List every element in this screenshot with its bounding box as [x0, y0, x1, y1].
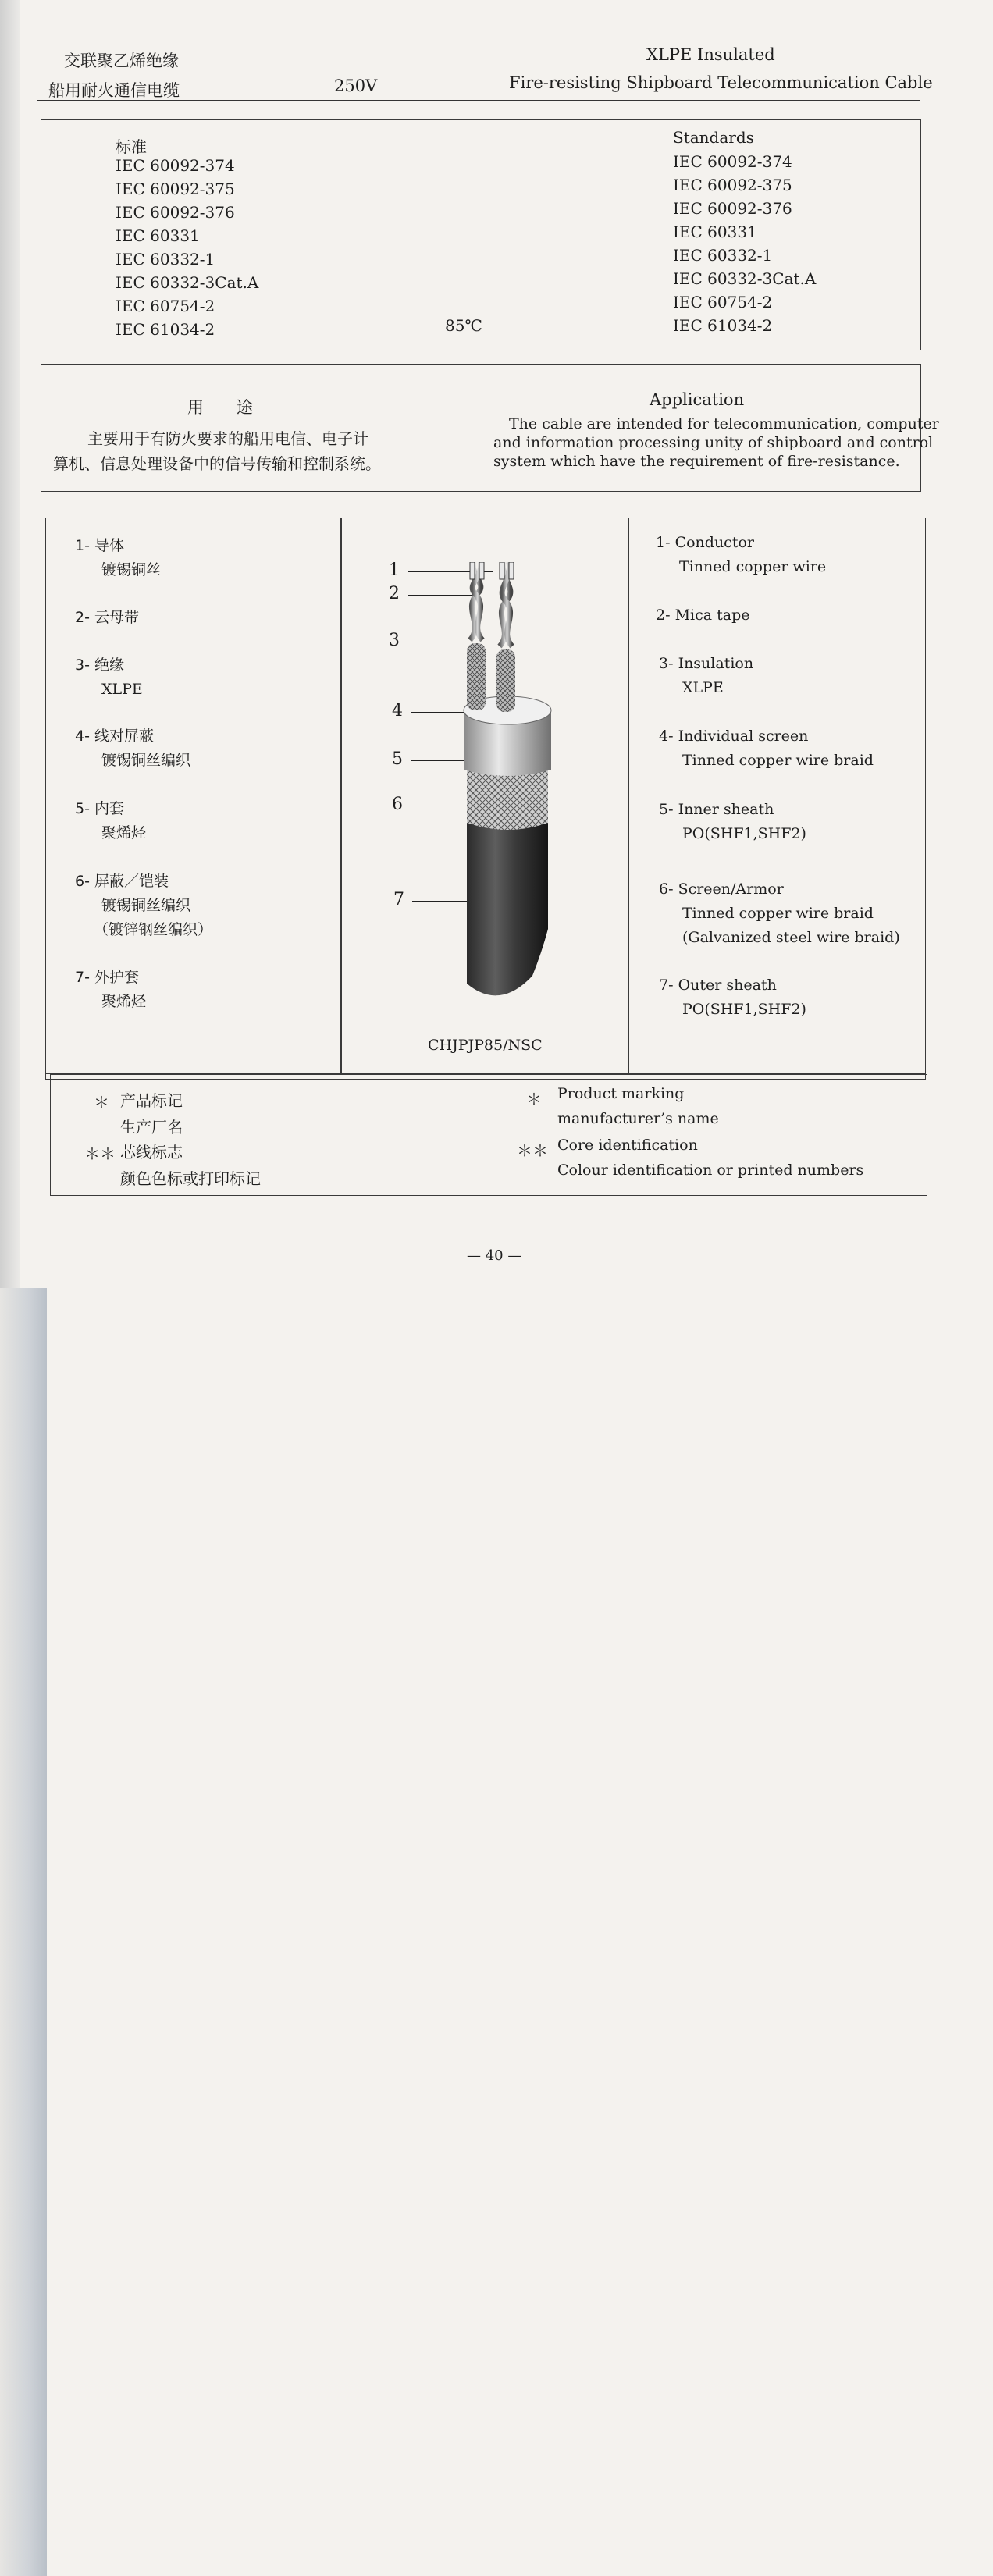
standard-item: IEC 60092-375 — [673, 176, 792, 194]
conductor-tip — [500, 562, 504, 579]
pair-screen-right — [496, 649, 515, 712]
marking-star2-en: ＊＊ — [517, 1141, 548, 1160]
standard-item: IEC 60332-1 — [116, 250, 215, 269]
part-en-5-detail: PO(SHF1,SHF2) — [682, 825, 806, 842]
page-right-edge — [0, 1288, 47, 2576]
title-en-line1: XLPE Insulated — [646, 45, 775, 64]
standard-item: IEC 60331 — [673, 222, 757, 241]
standard-item: IEC 60754-2 — [673, 293, 773, 311]
standard-item: IEC 60332-3Cat.A — [673, 269, 817, 288]
part-en-6-detail2: (Galvanized steel wire braid) — [682, 929, 900, 946]
part-en-7-detail: PO(SHF1,SHF2) — [682, 1001, 806, 1018]
part-cn-7: 7- 外护套 — [75, 969, 140, 986]
application-heading-en: Application — [650, 390, 745, 409]
standard-item: IEC 60754-2 — [116, 297, 215, 315]
part-cn-6-detail2: （镀锌钢丝编织） — [94, 921, 213, 938]
part-en-1-detail: Tinned copper wire — [679, 558, 827, 575]
standard-item: IEC 60092-376 — [673, 199, 792, 218]
marking-cn-3: 芯线标志 — [120, 1143, 183, 1162]
application-text-en-3: system which have the requirement of fire-resistance. — [493, 453, 900, 470]
standards-heading-cn: 标准 — [116, 137, 147, 156]
figure-label-2: 2 — [389, 584, 400, 603]
marking-en-1: Product marking — [557, 1085, 685, 1102]
standard-item: IEC 61034-2 — [116, 320, 215, 339]
application-heading-cn: 用 途 — [187, 398, 253, 417]
part-cn-6: 6- 屏蔽／铠装 — [75, 873, 169, 890]
title-cn-line2: 船用耐火通信电缆 — [48, 81, 180, 100]
figure-label-5: 5 — [392, 749, 403, 769]
standard-item: IEC 60092-376 — [116, 203, 235, 222]
temperature-rating: 85℃ — [445, 316, 482, 335]
application-text-en-2: and information processing unity of shipboard and control — [493, 434, 934, 451]
pair-screen-left — [467, 643, 486, 710]
conductor-tip — [479, 562, 484, 579]
column-divider-right — [628, 518, 629, 1074]
standard-item: IEC 61034-2 — [673, 316, 773, 335]
page-number: — 40 — — [467, 1247, 522, 1264]
title-en-line2: Fire-resisting Shipboard Telecommunication Cable — [509, 73, 933, 92]
standard-item: IEC 60092-375 — [116, 180, 235, 198]
part-en-2: 2- Mica tape — [656, 607, 750, 624]
part-cn-3-detail: XLPE — [101, 681, 143, 698]
part-cn-7-detail: 聚烯烃 — [101, 993, 147, 1010]
marking-star1-cn: ＊ — [94, 1093, 109, 1112]
standard-item: IEC 60092-374 — [116, 156, 235, 175]
standards-list-cn — [116, 154, 258, 341]
part-en-4-detail: Tinned copper wire braid — [682, 752, 874, 769]
page-left-edge — [0, 0, 20, 1288]
parts-list-en — [656, 531, 913, 1062]
title-cn-line1: 交联聚乙烯绝缘 — [64, 52, 179, 70]
marking-en-4: Colour identification or printed numbers — [557, 1162, 864, 1179]
standard-item: IEC 60332-1 — [673, 246, 773, 265]
part-cn-5-detail: 聚烯烃 — [101, 824, 147, 841]
voltage-rating: 250V — [334, 76, 378, 95]
standard-item: IEC 60092-374 — [673, 152, 792, 171]
marking-en-2: manufacturer’s name — [557, 1110, 719, 1127]
column-divider-left — [340, 518, 342, 1074]
application-text-en-1: The cable are intended for telecommunication, computer — [509, 415, 939, 432]
marking-cn-1: 产品标记 — [120, 1091, 183, 1110]
marking-star2-cn: ＊＊ — [84, 1144, 116, 1163]
cable-cross-section-illustration — [461, 562, 585, 1007]
figure-label-7: 7 — [393, 890, 404, 909]
header-rule — [37, 100, 920, 101]
armor-braid-shape — [467, 767, 548, 830]
conductor-tip — [470, 562, 475, 579]
part-cn-4-detail: 镀锡铜丝编织 — [101, 752, 191, 769]
part-cn-1: 1- 导体 — [75, 537, 125, 554]
application-text-cn-1: 主要用于有防火要求的船用电信、电子计 — [87, 429, 368, 448]
marking-cn-4: 颜色色标或打印标记 — [120, 1169, 261, 1188]
cable-model-caption: CHJPJP85/NSC — [428, 1037, 543, 1054]
part-en-3-detail: XLPE — [682, 679, 724, 696]
standard-item: IEC 60331 — [116, 226, 200, 245]
part-en-6: 6- Screen/Armor — [659, 881, 784, 898]
standard-item: IEC 60332-3Cat.A — [116, 273, 259, 292]
outer-sheath-shape — [467, 820, 548, 995]
part-en-5: 5- Inner sheath — [659, 801, 774, 818]
part-cn-1-detail: 镀锡铜丝 — [101, 561, 162, 578]
marking-en-3: Core identification — [557, 1137, 698, 1154]
standards-heading-en: Standards — [673, 128, 754, 147]
part-en-7: 7- Outer sheath — [659, 977, 777, 994]
standards-list-en — [673, 150, 816, 337]
conductor-tip — [509, 562, 514, 579]
part-en-1: 1- Conductor — [656, 534, 754, 551]
figure-label-6: 6 — [392, 795, 403, 814]
part-cn-4: 4- 线对屏蔽 — [75, 728, 155, 745]
part-cn-5: 5- 内套 — [75, 800, 125, 817]
part-cn-2: 2- 云母带 — [75, 609, 140, 626]
part-cn-3: 3- 绝缘 — [75, 656, 125, 674]
parts-list-cn — [75, 534, 333, 1065]
marking-star1-en: ＊ — [526, 1090, 542, 1108]
application-text-cn-2: 算机、信息处理设备中的信号传输和控制系统。 — [53, 454, 381, 473]
part-en-6-detail: Tinned copper wire braid — [682, 905, 874, 922]
part-en-4: 4- Individual screen — [659, 728, 809, 745]
part-cn-6-detail: 镀锡铜丝编织 — [101, 897, 191, 914]
figure-label-4: 4 — [392, 701, 403, 720]
figure-label-3: 3 — [389, 631, 400, 650]
figure-label-1: 1 — [389, 560, 400, 580]
marking-cn-2: 生产厂名 — [120, 1118, 183, 1137]
part-en-3: 3- Insulation — [659, 655, 754, 672]
